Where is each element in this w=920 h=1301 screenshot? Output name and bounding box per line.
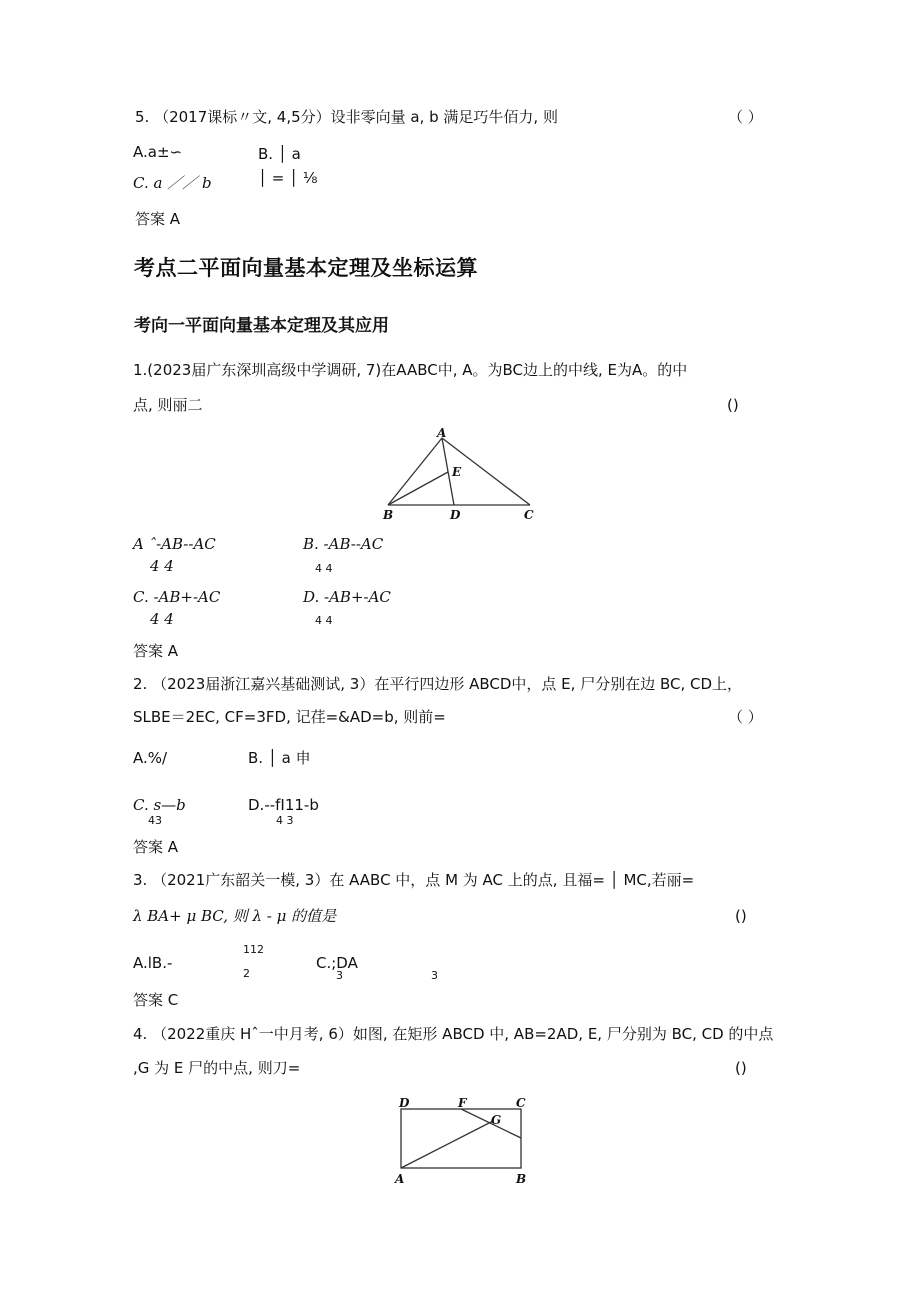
q1-label-b: B	[383, 508, 394, 522]
q3-options-c-d: C.;DA	[316, 954, 358, 972]
q1-option-c: C. -AB+-AC	[133, 588, 221, 606]
q2-option-b: B. │ a 申	[248, 749, 311, 767]
q4-label-c: C	[516, 1096, 526, 1110]
q3-fraction-denominator-c: 3	[336, 969, 343, 982]
q1-triangle-figure	[380, 426, 550, 526]
q1-segment-be	[388, 472, 448, 505]
q3-stem-line1: 3. （2021广东韶关一模, 3）在 AABC 中，点 M 为 AC 上的点, 且福= │ MC,若丽=	[133, 871, 695, 889]
q4-label-d: D	[399, 1096, 410, 1110]
q4-segment-ag	[401, 1121, 493, 1168]
q4-rectangle-figure	[392, 1092, 542, 1187]
q3-fraction-denominator-b: 2	[243, 967, 250, 980]
section-title: 考点二平面向量基本定理及坐标运算	[134, 256, 478, 280]
q3-answer-paren: ()	[735, 907, 747, 925]
q3-fraction-denominator-d: 3	[431, 969, 438, 982]
q1-label-d: D	[450, 508, 461, 522]
q1-option-d-denominators: 4 4	[315, 614, 333, 627]
q5-answer-paren: （ ）	[728, 108, 763, 126]
q3-stem-line2: λ BA+ μ BC, 则 λ - μ 的值是	[133, 907, 337, 925]
q4-answer-paren: ()	[735, 1059, 747, 1077]
q2-answer-paren: （ ）	[728, 708, 763, 726]
q5-stem: 5. （2017课标〃文, 4,5分）设非零向量 a, b 满足巧牛佰力, 则	[135, 108, 558, 126]
q2-stem-line1: 2. （2023届浙江嘉兴基础测试, 3）在平行四边形 ABCD中，点 E, 尸分别在边 BC, CD上，	[133, 675, 743, 693]
q1-option-c-denominators: 4 4	[150, 610, 174, 628]
q1-answer: 答案 A	[133, 642, 179, 660]
q5-option-b-line1: B. │ a	[258, 145, 301, 163]
q2-stem-line2: SLBE＝2EC, CF=3FD, 记荏=&AD=b, 则前=	[133, 708, 446, 726]
q3-options-a-b: A.lB.-	[133, 954, 173, 972]
q4-stem-line2: ,G 为 E 尸的中点, 则刀=	[133, 1059, 301, 1077]
q2-option-d-denominators: 4 3	[276, 814, 294, 827]
q1-stem-line2: 点, 则丽二	[133, 396, 203, 414]
q1-option-d: D. -AB+-AC	[303, 588, 391, 606]
q4-stem-line1: 4. （2022重庆 Hˆ一中月考, 6）如图, 在矩形 ABCD 中, AB=2AD, E, 尸分别为 BC, CD 的中点	[133, 1025, 774, 1043]
subsection-title: 考向一平面向量基本定理及其应用	[134, 316, 389, 336]
q4-label-f: F	[458, 1096, 467, 1110]
q5-option-a: A.a±∽	[133, 143, 183, 161]
q1-label-a: A	[437, 426, 447, 440]
q1-answer-paren: ()	[727, 396, 739, 414]
q1-label-e: E	[452, 465, 462, 479]
q4-label-a: A	[395, 1172, 405, 1186]
q1-segment-ab	[388, 438, 442, 505]
q3-answer: 答案 C	[133, 991, 179, 1009]
q2-option-d: D.--fI11-b	[248, 796, 319, 814]
q5-option-b-line2: │ = │ ⅛	[258, 169, 318, 187]
q1-option-b: B. -AB--AC	[303, 535, 384, 553]
q3-fraction-numerators: 112	[243, 943, 264, 956]
q4-label-g: G	[491, 1113, 502, 1127]
q2-answer: 答案 A	[133, 838, 179, 856]
q2-option-c-denominators: 43	[148, 814, 162, 827]
q1-label-c: C	[524, 508, 534, 522]
q1-option-a: A ˆ-AB--AC	[133, 535, 216, 553]
q1-stem-line1: 1.(2023届广东深圳高级中学调研, 7)在AABC中, A。为BC边上的中线, E为A。的中	[133, 361, 688, 379]
q4-label-b: B	[516, 1172, 527, 1186]
q1-option-a-denominators: 4 4	[150, 557, 174, 575]
q5-option-c: C. a ／／ b	[133, 174, 212, 192]
q2-option-a: A.%/	[133, 749, 168, 767]
q2-option-c: C. s—b	[133, 796, 186, 814]
q5-answer: 答案 A	[135, 210, 181, 228]
q1-option-b-denominators: 4 4	[315, 562, 333, 575]
